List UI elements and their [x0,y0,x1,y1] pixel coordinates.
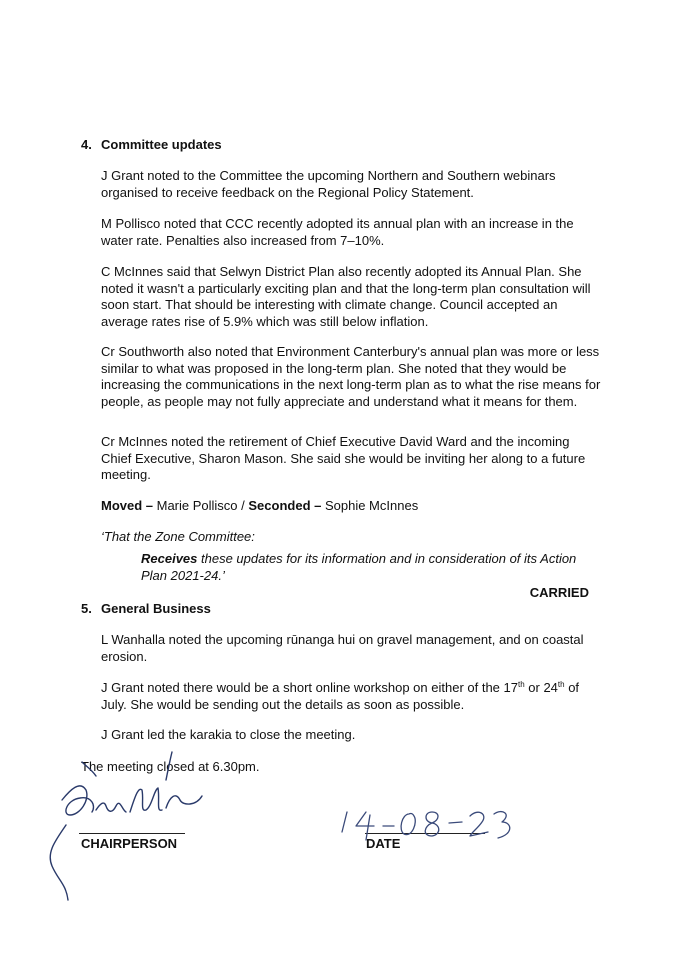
signature-stroke [130,788,162,812]
paragraph-southworth-ecan: Cr Southworth also noted that Environment Canterbury's annual plan was more or less similar to what was proposed in the long-term plan. She noted that they would be increasing the communications in the next long-term plan as to what the rise means for people, as people may not fully appreciate and understand what it means for them. [101,344,601,409]
section-title: General Business [101,601,211,616]
resolution-body [141,551,601,584]
paragraph-karakia: J Grant led the karakia to close the meeting. [101,727,356,742]
date-digit-3 [494,812,510,838]
carried-label: CARRIED [529,585,589,600]
section-number: 5. [81,601,92,616]
section-number: 4. [81,137,92,152]
moved-name: Marie Pollisco / [153,498,249,513]
signature-stroke [166,796,202,808]
paragraph-mcinnes-selwyn: C McInnes said that Selwyn District Plan also recently adopted its Annual Plan. She noted it wasn't a particularly exciting plan and that the long-term plan consultation will soon start. That should be interesting with climate change. Council accepted an average rates rise of 5.9% which was still below inflation. [101,264,591,329]
resolution-receives: Receives [141,551,198,566]
chairperson-signature-line [79,833,185,834]
workshop-text-c: of July. She would be sending out the details as soon as possible. [101,680,580,712]
workshop-text-b: or 24 [524,680,558,695]
signature-stroke [50,825,68,900]
paragraph-pollisco-ccc: M Pollisco noted that CCC recently adopted its annual plan with an increase in the water rate. Penalties also increased from 7–10%. [101,216,574,248]
paragraph-meeting-closed: The meeting closed at 6.30pm. [81,759,260,774]
chairperson-label: CHAIRPERSON [81,836,178,851]
paragraph-grant-webinars: J Grant noted to the Committee the upcoming Northern and Southern webinars organised to receive feedback on the Regional Policy Statement. [101,168,556,200]
date-signature-line [365,833,485,834]
signature-stroke [96,803,126,812]
section-heading-committee-updates [81,137,222,152]
section-title: Committee updates [101,137,222,152]
paragraph-wanhalla-hui: L Wanhalla noted the upcoming rūnanga hui on gravel management, and on coastal erosion. [101,632,584,664]
seconded-label: Seconded – [248,498,322,513]
section-heading-general-business [81,601,211,616]
paragraph-grant-workshop [101,680,601,713]
date-digit-1 [342,812,347,832]
resolution-text: these updates for its information and in consideration of its Action Plan 2021-24.’ [141,551,577,583]
seconded-name: Sophie McInnes [321,498,419,513]
date-digit-0 [401,814,415,835]
date-dash [449,822,462,823]
workshop-text-a: J Grant noted there would be a short online workshop on either of the 17 [101,680,518,695]
moved-label: Moved – [101,498,154,513]
ordinal-suffix: th [557,680,565,689]
resolution-intro: ‘That the Zone Committee: [101,529,255,544]
paragraph-mcinnes-retirement: Cr McInnes noted the retirement of Chief Executive David Ward and the incoming Chief Executive, Sharon Mason. She said she would be inviting her along to a future meeting. [101,434,586,482]
signature-stroke [62,786,94,815]
ordinal-suffix: th [517,680,525,689]
moved-seconded-line [101,498,601,515]
date-label: DATE [366,836,401,851]
